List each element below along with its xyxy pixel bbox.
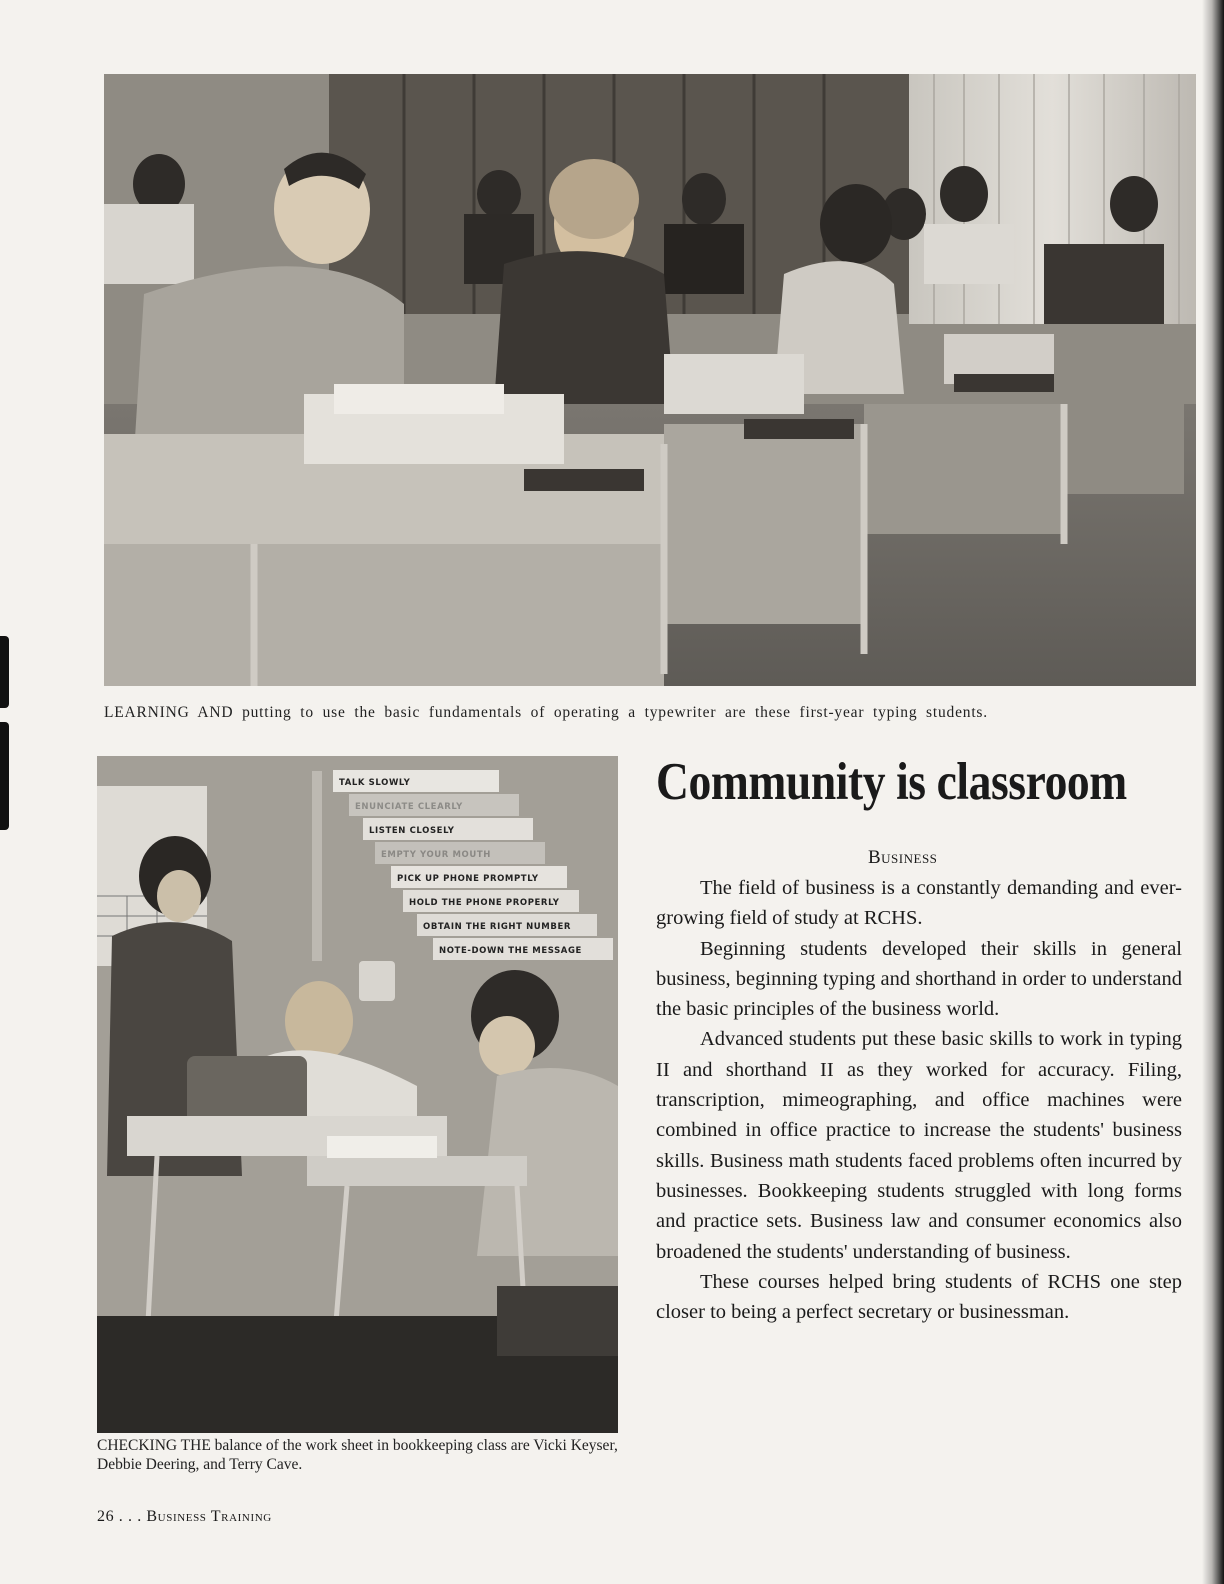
binding-mark	[0, 780, 9, 830]
poster-line: PICK UP PHONE PROMPTLY	[397, 874, 539, 884]
binding-mark	[0, 636, 9, 708]
article-body	[656, 873, 1182, 1327]
typing-class-caption: LEARNING AND putting to use the basic fundamentals of operating a typewriter are these first-year typing students.	[104, 704, 988, 721]
bookkeeping-class-photo	[97, 756, 618, 1433]
poster-line: LISTEN CLOSELY	[369, 826, 455, 836]
poster-line: EMPTY YOUR MOUTH	[381, 850, 491, 860]
article-paragraph: The field of business is a constantly demanding and ever-growing field of study at RCHS.	[656, 877, 1182, 930]
section-heading: Business	[868, 847, 938, 868]
page-number: 26	[97, 1508, 115, 1525]
poster-line: HOLD THE PHONE PROPERLY	[409, 898, 560, 908]
page-folio	[97, 1508, 272, 1526]
folio-separator: . . .	[114, 1508, 147, 1525]
article-paragraph: These courses helped bring students of RCHS one step closer to being a perfect secretary or businessman.	[656, 1270, 1182, 1324]
folio-section-title: Business Training	[146, 1508, 272, 1525]
binding-mark	[0, 722, 9, 788]
poster-line: NOTE-DOWN THE MESSAGE	[439, 946, 582, 956]
bookkeeping-class-caption: CHECKING THE balance of the work sheet in bookkeeping class are Vicki Keyser, Debbie Deering, and Terry Cave.	[97, 1437, 618, 1473]
poster-line: TALK SLOWLY	[339, 778, 411, 788]
typing-class-photo	[104, 74, 1196, 686]
poster-line: OBTAIN THE RIGHT NUMBER	[423, 922, 571, 932]
headline: Community is classroom	[656, 753, 1127, 811]
poster-line: ENUNCIATE CLEARLY	[355, 802, 463, 812]
article-paragraph: Beginning students developed their skills in general business, beginning typing and shorthand in order to understand the basic principles of the business world.	[656, 937, 1182, 1021]
page-curl-shadow	[1202, 0, 1224, 1584]
article-paragraph: Advanced students put these basic skills to work in typing II and shorthand II as they worked for accuracy. Filing, transcription, mimeographing, and office machines were combined in office practice to increase the students' business skills. Business math students faced problems often incurred by businesses. Bookkeeping students struggled with long forms and practice sets. Business law and consumer economics also broadened the students' understanding of business.	[656, 1028, 1182, 1263]
